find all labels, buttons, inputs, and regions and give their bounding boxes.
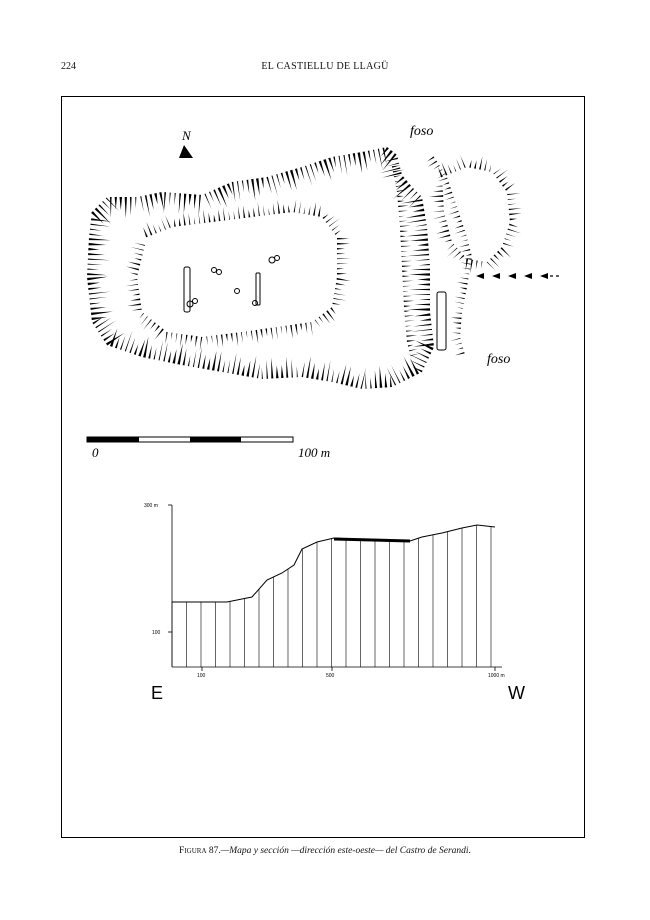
- ditch-label-right: foso: [487, 352, 511, 367]
- figure-drawing: [62, 97, 586, 839]
- section-y-tick-top: 300 m: [144, 503, 158, 509]
- caption-label: Figura 87.: [179, 846, 221, 856]
- section-x-tick-1000: 1000 m: [488, 673, 505, 679]
- figure-frame: [61, 96, 585, 838]
- hut-remains: [235, 289, 240, 294]
- hut-remains: [253, 301, 258, 306]
- figure-caption: [0, 846, 650, 856]
- elevation-section: [144, 503, 525, 703]
- north-label: N: [182, 128, 191, 143]
- hut-remains: [217, 270, 222, 275]
- scale-end-label: 100 m: [298, 445, 331, 460]
- castro-platform: [334, 539, 410, 541]
- caption-text: —Mapa y sección —dirección este-oeste— del Castro de Serandi.: [220, 846, 471, 856]
- page-header: [0, 61, 650, 77]
- north-arrow-icon: [179, 145, 193, 158]
- hut-remains: [193, 299, 198, 304]
- hut-remains: [212, 268, 217, 273]
- wall-segment-east: [437, 292, 446, 350]
- section-x-tick-100: 100: [197, 673, 206, 679]
- scale-start-label: 0: [92, 445, 99, 460]
- terrain-profile-line: [172, 525, 495, 602]
- hut-remains: [275, 256, 280, 261]
- terrain-hachures: [87, 147, 522, 389]
- page-number: 224: [61, 61, 76, 72]
- section-x-tick-500: 500: [326, 673, 335, 679]
- running-title: EL CASTIELLU DE LLAGÜ: [261, 61, 389, 72]
- section-y-tick-low: 100: [152, 630, 161, 636]
- wall-segment-center: [256, 273, 260, 305]
- west-label: W: [508, 683, 525, 703]
- section-verticals: [172, 525, 491, 667]
- ditch-label-top: foso: [410, 124, 434, 139]
- site-map: [87, 124, 559, 460]
- east-label: E: [151, 683, 164, 703]
- access-path-markers: [476, 273, 559, 279]
- scale-bar: [87, 437, 293, 442]
